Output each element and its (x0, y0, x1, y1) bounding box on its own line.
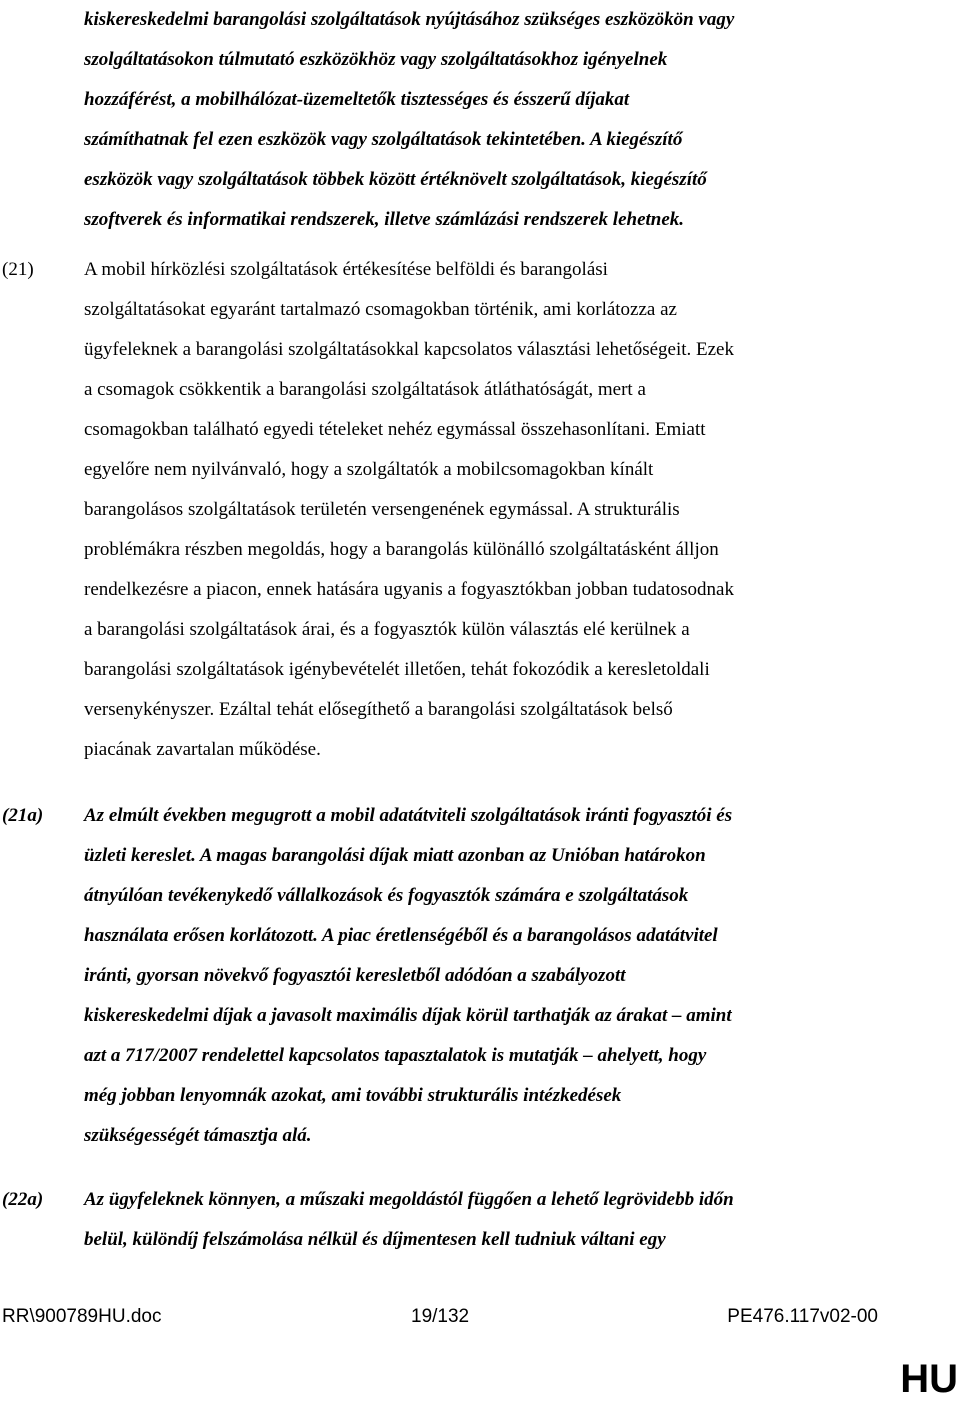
text-line: azt a 717/2007 rendelettel kapcsolatos tapasztalatok is mutatják – ahelyett, hogy (84, 1045, 707, 1066)
language-code: HU (900, 1357, 958, 1401)
text-line: kiskereskedelmi díjak a javasolt maximális díjak körül tarthatják az árakat – amint (84, 1005, 732, 1026)
text-line: hozzáférést, a mobilhálózat-üzemeltetők tisztességes és ésszerű díjakat (84, 89, 630, 110)
text-line: Az ügyfeleknek könnyen, a műszaki megoldástól függően a lehető legrövidebb időn (84, 1189, 734, 1210)
text-line: kiskereskedelmi barangolási szolgáltatások nyújtásához szükséges eszközökön vagy (84, 9, 735, 30)
document-reference: RR\900789HU.doc (2, 1306, 162, 1327)
text-line: belül, különdíj felszámolása nélkül és díjmentesen kell tudniuk váltani egy (84, 1229, 666, 1250)
text-line: csomagokban található egyedi tételeket nehéz egymással összehasonlítani. Emiatt (84, 419, 706, 440)
paragraph-text (84, 0, 892, 240)
page-footer (0, 1306, 960, 1336)
text-line: versenykényszer. Ezáltal tehát elősegíthető a barangolási szolgáltatások belső (84, 699, 673, 720)
text-line: Az elmúlt években megugrott a mobil adatátviteli szolgáltatások iránti fogyasztói és (84, 805, 733, 826)
text-line: szolgáltatásokat egyaránt tartalmazó csomagokban történik, ami korlátozza az (84, 299, 677, 320)
text-line: szolgáltatásokon túlmutató eszközökhöz vagy szolgáltatásokhoz igényelnek (84, 49, 668, 70)
text-line: iránti, gyorsan növekvő fogyasztói keresletből adódóan a szabályozott (84, 965, 626, 986)
text-line: üzleti kereslet. A magas barangolási díjak miatt azonban az Unióban határokon (84, 845, 706, 866)
text-line: egyelőre nem nyilvánvaló, hogy a szolgáltatók a mobilcsomagokban kínált (84, 459, 654, 480)
text-line: rendelkezésre a piacon, ennek hatására ugyanis a fogyasztókban jobban tudatosodnak (84, 579, 734, 600)
text-line: eszközök vagy szolgáltatások többek között értéknövelt szolgáltatások, kiegészítő (84, 169, 707, 190)
pe-reference: PE476.117v02-00 (727, 1306, 878, 1327)
text-line: a csomagok csökkentik a barangolási szolgáltatások átláthatóságát, mert a (84, 379, 646, 400)
text-line: barangolási szolgáltatások igénybevételét illetően, tehát fokozódik a keresletoldali (84, 659, 710, 680)
text-line: használata erősen korlátozott. A piac éretlenségéből és a barangolásos adatátvitel (84, 925, 718, 946)
paragraph-text (84, 250, 892, 770)
text-line: szükségességét támasztja alá. (84, 1125, 312, 1146)
text-line: barangolásos szolgáltatások területén versengenének egymással. A strukturális (84, 499, 680, 520)
page-number: 19/132 (411, 1306, 470, 1327)
text-line: piacának zavartalan működése. (84, 739, 321, 760)
text-line: számíthatnak fel ezen eszközök vagy szolgáltatások tekintetében. A kiegészítő (84, 129, 683, 150)
text-line: ügyfeleknek a barangolási szolgáltatásokkal kapcsolatos választási lehetőségeit. Ezek (84, 339, 734, 360)
text-line: a barangolási szolgáltatások árai, és a fogyasztók külön választás elé kerülnek a (84, 619, 690, 640)
paragraph-text (84, 1180, 892, 1260)
paragraph-number: (21) (2, 259, 34, 280)
text-line: problémákra részben megoldás, hogy a barangolás különálló szolgáltatásként álljon (84, 539, 719, 560)
paragraph-number: (22a) (2, 1189, 44, 1210)
text-line: szoftverek és informatikai rendszerek, illetve számlázási rendszerek lehetnek. (84, 209, 685, 230)
paragraph-number: (21a) (2, 805, 44, 826)
text-line: A mobil hírközlési szolgáltatások értékesítése belföldi és barangolási (84, 259, 608, 280)
text-line: még jobban lenyomnák azokat, ami további strukturális intézkedések (84, 1085, 622, 1106)
paragraph-text (84, 796, 892, 1156)
text-line: átnyúlóan tevékenykedő vállalkozások és fogyasztók számára e szolgáltatások (84, 885, 689, 906)
